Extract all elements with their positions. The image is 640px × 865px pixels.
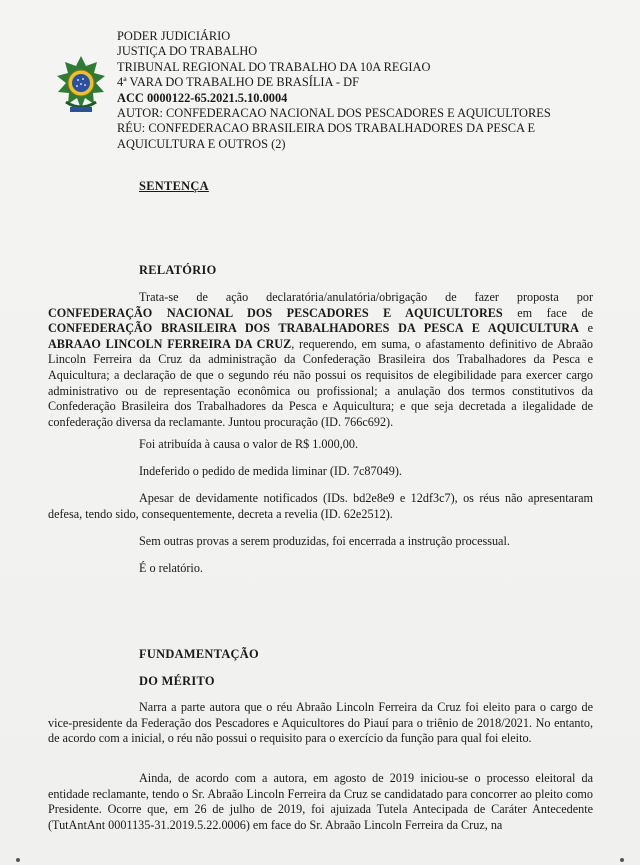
p1-party-defendant-2: ABRAAO LINCOLN FERREIRA DA CRUZ [48, 336, 292, 351]
title-do-merito: DO MÉRITO [139, 674, 215, 688]
p1-intro: Trata-se de ação declaratória/anulatória/obrigação de fazer proposta por [139, 290, 593, 304]
header-line-4: 4ª VARA DO TRABALHO DE BRASÍLIA - DF [117, 75, 359, 90]
p1-party-author: CONFEDERAÇÃO NACIONAL DOS PESCADORES E AQUICULTORES [48, 305, 503, 320]
header-line-3: TRIBUNAL REGIONAL DO TRABALHO DA 10A REGIAO [117, 59, 431, 74]
case-author: AUTOR: CONFEDERACAO NACIONAL DOS PESCADORES E AQUICULTORES [117, 106, 551, 121]
relatorio-paragraph-5: Sem outras provas a serem produzidas, foi encerrada a instrução processual. [139, 534, 510, 548]
relatorio-paragraph-4: Apesar de devidamente notificados (IDs. bd2e8e9 e 12df3c7), os réus não apresentaram defesa, tendo sido, consequentemente, decreta a revelia (ID. 62e2512). [48, 491, 593, 521]
case-number: ACC 0000122-65.2021.5.10.0004 [117, 90, 288, 105]
title-relatorio: RELATÓRIO [139, 263, 217, 277]
relatorio-paragraph-2: Foi atribuída à causa o valor de R$ 1.000,00. [139, 437, 358, 451]
page-edge-mark [16, 858, 20, 862]
case-defendant: RÉU: CONFEDERACAO BRASILEIRA DOS TRABALHADORES DA PESCA E AQUICULTURA E OUTROS (2) [117, 121, 536, 151]
header-line-2: JUSTIÇA DO TRABALHO [117, 44, 258, 59]
p1-party-defendant-1: CONFEDERAÇÃO BRASILEIRA DOS TRABALHADORES DA PESCA E AQUICULTURA [48, 321, 579, 336]
merito-paragraph-2: Ainda, de acordo com a autora, em agosto de 2019 iniciou-se o processo eleitoral da entidade reclamante, tendo o Sr. Abraão Lincoln Ferreira da Cruz se candidatado para concorrer ao pleito como Presidente. Ocorre que, em 26 de julho de 2019, foi ajuizada Tutela Antecipada de Caráter Antecedente (TutAntAnt 0001135-31.2019.5.22.0006) em face do Sr. Abraão Lincoln Ferreira da Cruz, na [48, 771, 593, 832]
relatorio-paragraph-6: É o relatório. [139, 561, 203, 575]
title-fundamentacao: FUNDAMENTAÇÃO [139, 647, 259, 661]
p1-mid-1: em face de [502, 305, 594, 320]
p1-mid-2: e [578, 321, 593, 336]
merito-paragraph-1: Narra a parte autora que o réu Abraão Lincoln Ferreira da Cruz foi eleito para o cargo de vice-presidente da Federação dos Pescadores e Aquicultores do Piauí para o triênio de 2018/2021. No entanto, de acordo com a inicial, o réu não possui o requisito para o exercício da função para qual foi eleito. [48, 700, 593, 746]
brazil-coat-of-arms-icon [48, 52, 114, 118]
header-line-1: PODER JUDICIÁRIO [117, 29, 231, 43]
relatorio-paragraph-1 [48, 290, 593, 430]
p1-rest: , requerendo, em suma, o afastamento definitivo de Abraão Lincoln Ferreira da Cruz da administração da Confederação Brasileira dos Trabalhadores da Pesca e Aquicultura; a declaração de que o segundo réu não possui os requisitos de elegibilidade para exercer cargo administrativo ou de representação econômica ou profissional; a anulação dos termos constitutivos da Confederação Brasileira dos Trabalhadores da Pesca e Aquicultura; e que seja decretada a ilegalidade de confederação diversa da reclamante. Juntou procuração (ID. 766c692). [48, 336, 593, 429]
page-edge-mark [620, 858, 624, 862]
relatorio-paragraph-3: Indeferido o pedido de medida liminar (ID. 7c87049). [139, 464, 402, 478]
title-sentenca: SENTENÇA [139, 179, 209, 193]
case-header [117, 29, 617, 152]
